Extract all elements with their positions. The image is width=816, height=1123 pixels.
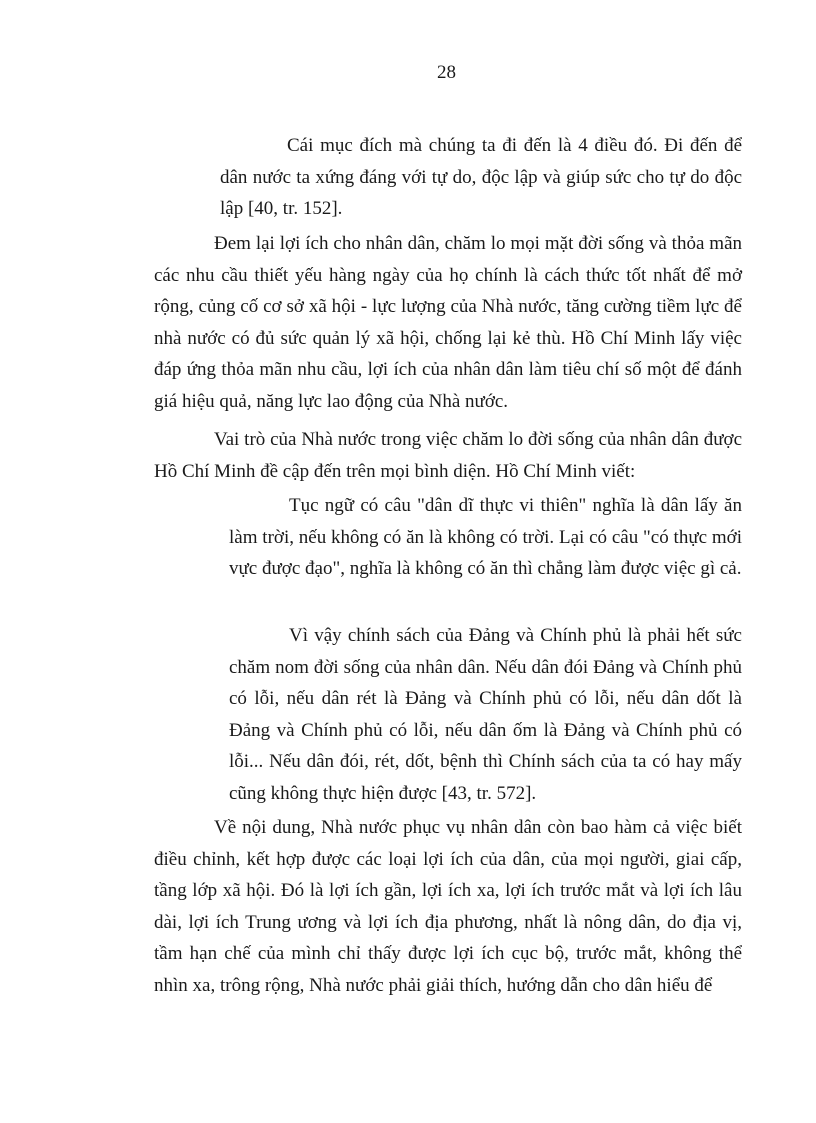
body-paragraph: Vai trò của Nhà nước trong việc chăm lo đời sống của nhân dân được Hồ Chí Minh đề cập đến trên mọi bình diện. Hồ Chí Minh viết: [154,429,742,482]
page-number: 28 [437,62,456,83]
body-paragraph: Về nội dung, Nhà nước phục vụ nhân dân còn bao hàm cả việc biết điều chỉnh, kết hợp được các loại lợi ích của dân, của mọi người, giai cấp, tầng lớp xã hội. Đó là lợi ích gần, lợi ích xa, lợi ích trước mắt và lợi ích lâu dài, lợi ích Trung ương và lợi ích địa phương, nhất là nông dân, do địa vị, tầm hạn chế của mình chỉ thấy được lợi ích cục bộ, trước mắt, không thể nhìn xa, trông rộng, Nhà nước phải giải thích, hướng dẫn cho dân hiểu để [154,817,742,996]
block-quote-paragraph: Vì vậy chính sách của Đảng và Chính phủ là phải hết sức chăm nom đời sống của nhân dân. Nếu dân đói Đảng và Chính phủ có lỗi, nếu dân rét là Đảng và Chính phủ có lỗi, nếu dân dốt là Đảng và Chính phủ có lỗi, nếu dân ốm là Đảng và Chính phủ có lỗi... Nếu dân đói, rét, dốt, bệnh thì Chính sách của ta có hay mấy cũng không thực hiện được [43, tr. 572]. [229,625,742,804]
block-quote-paragraph: Cái mục đích mà chúng ta đi đến là 4 điều đó. Đi đến để dân nước ta xứng đáng với tự do, độc lập và giúp sức cho tự do độc lập [40, tr. 152]. [220,135,742,219]
block-quote-paragraph: Tục ngữ có câu "dân dĩ thực vi thiên" nghĩa là dân lấy ăn làm trời, nếu không có ăn là không có trời. Lại có câu "có thực mới vực được đạo", nghĩa là không có ăn thì chẳng làm được việc gì cả. [229,495,742,579]
body-paragraph: Đem lại lợi ích cho nhân dân, chăm lo mọi mặt đời sống và thỏa mãn các nhu cầu thiết yếu hàng ngày của họ chính là cách thức tốt nhất để mở rộng, củng cố cơ sở xã hội - lực lượng của Nhà nước, tăng cường tiềm lực để nhà nước có đủ sức quản lý xã hội, chống lại kẻ thù. Hồ Chí Minh lấy việc đáp ứng thỏa mãn nhu cầu, lợi ích của nhân dân làm tiêu chí số một để đánh giá hiệu quả, năng lực lao động của Nhà nước. [154,233,742,412]
